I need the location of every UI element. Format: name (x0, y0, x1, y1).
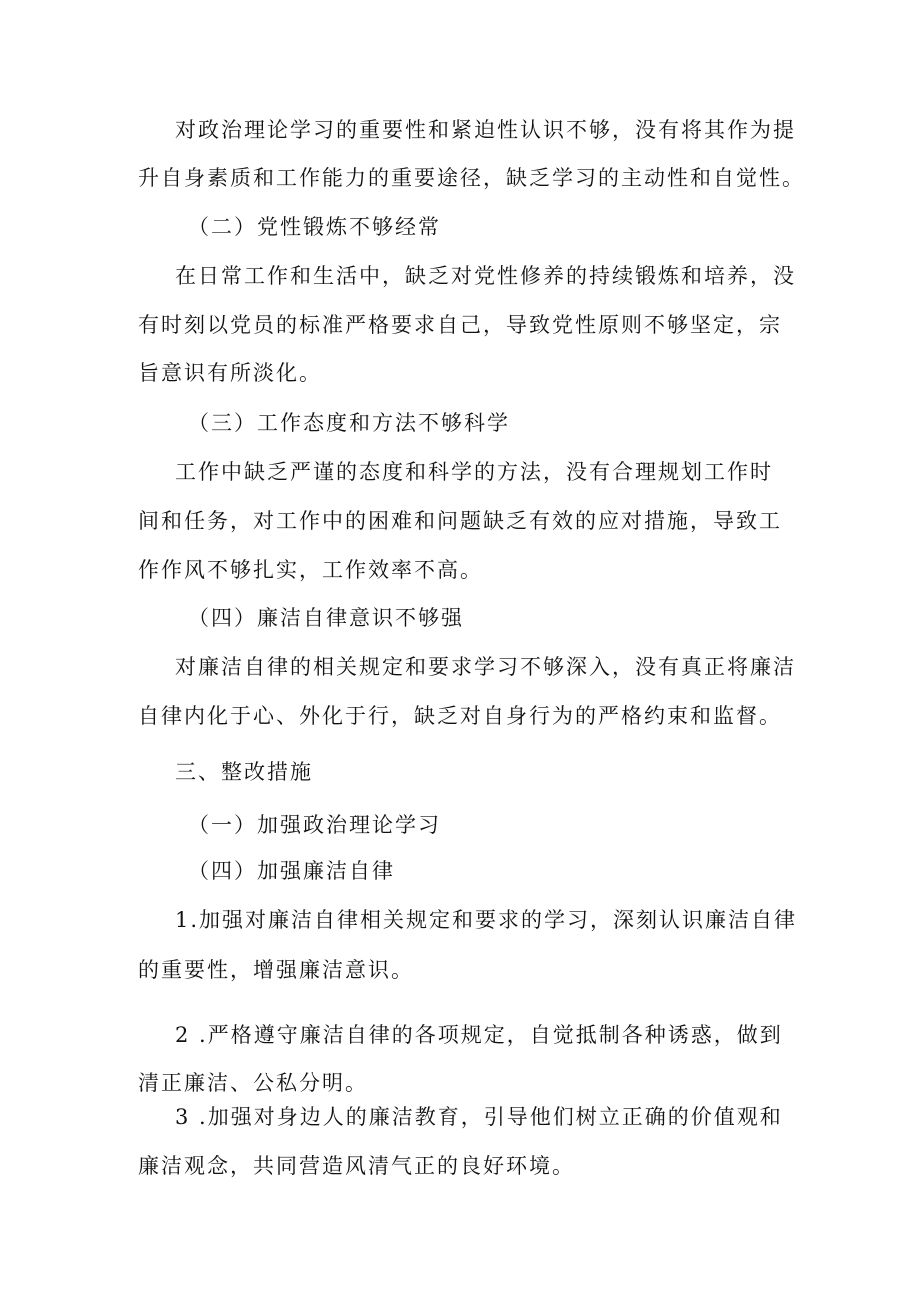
subheading: （三）工作态度和方法不够科学 (188, 411, 510, 435)
list-item-line: 2 .严格遵守廉洁自律的各项规定，自觉抵制各种诱惑，做到 (175, 1023, 783, 1047)
paragraph-line: 有时刻以党员的标准严格要求自己，导致党性原则不够坚定，宗 (138, 313, 782, 337)
subheading: （二）党性锻炼不够经常 (188, 215, 441, 239)
subheading: （四）廉洁自律意识不够强 (188, 606, 464, 630)
paragraph-line: 升自身素质和工作能力的重要途径，缺乏学习的主动性和自觉性。 (138, 166, 805, 190)
subheading: （四）加强廉洁自律 (188, 859, 395, 883)
paragraph-line: 在日常工作和生活中，缺乏对党性修养的持续锻炼和培养，没 (175, 264, 796, 288)
section-heading: 三、整改措施 (175, 760, 313, 784)
list-item-line: 1.加强对廉洁自律相关规定和要求的学习，深刻认识廉洁自律 (175, 908, 798, 932)
list-item-line: 清正廉洁、公私分明。 (138, 1071, 368, 1095)
paragraph-line: 工作中缺乏严谨的态度和科学的方法，没有合理规划工作时 (175, 460, 773, 484)
subheading: （一）加强政治理论学习 (188, 813, 441, 837)
paragraph-line: 对政治理论学习的重要性和紧迫性认识不够，没有将其作为提 (175, 118, 796, 142)
list-item-line: 的重要性，增强廉洁意识。 (138, 958, 414, 982)
paragraph-line: 自律内化于心、外化于行，缺乏对自身行为的严格约束和监督。 (138, 704, 782, 728)
paragraph-line: 对廉洁自律的相关规定和要求学习不够深入，没有真正将廉洁 (175, 655, 796, 679)
list-item-line: 3 .加强对身边人的廉洁教育，引导他们树立正确的价值观和 (175, 1105, 783, 1129)
list-item-line: 廉洁观念，共同营造风清气正的良好环境。 (138, 1154, 575, 1178)
paragraph-line: 旨意识有所淡化。 (138, 361, 322, 385)
paragraph-line: 间和任务，对工作中的困难和问题缺乏有效的应对措施，导致工 (138, 509, 782, 533)
paragraph-line: 作作风不够扎实，工作效率不高。 (138, 558, 483, 582)
